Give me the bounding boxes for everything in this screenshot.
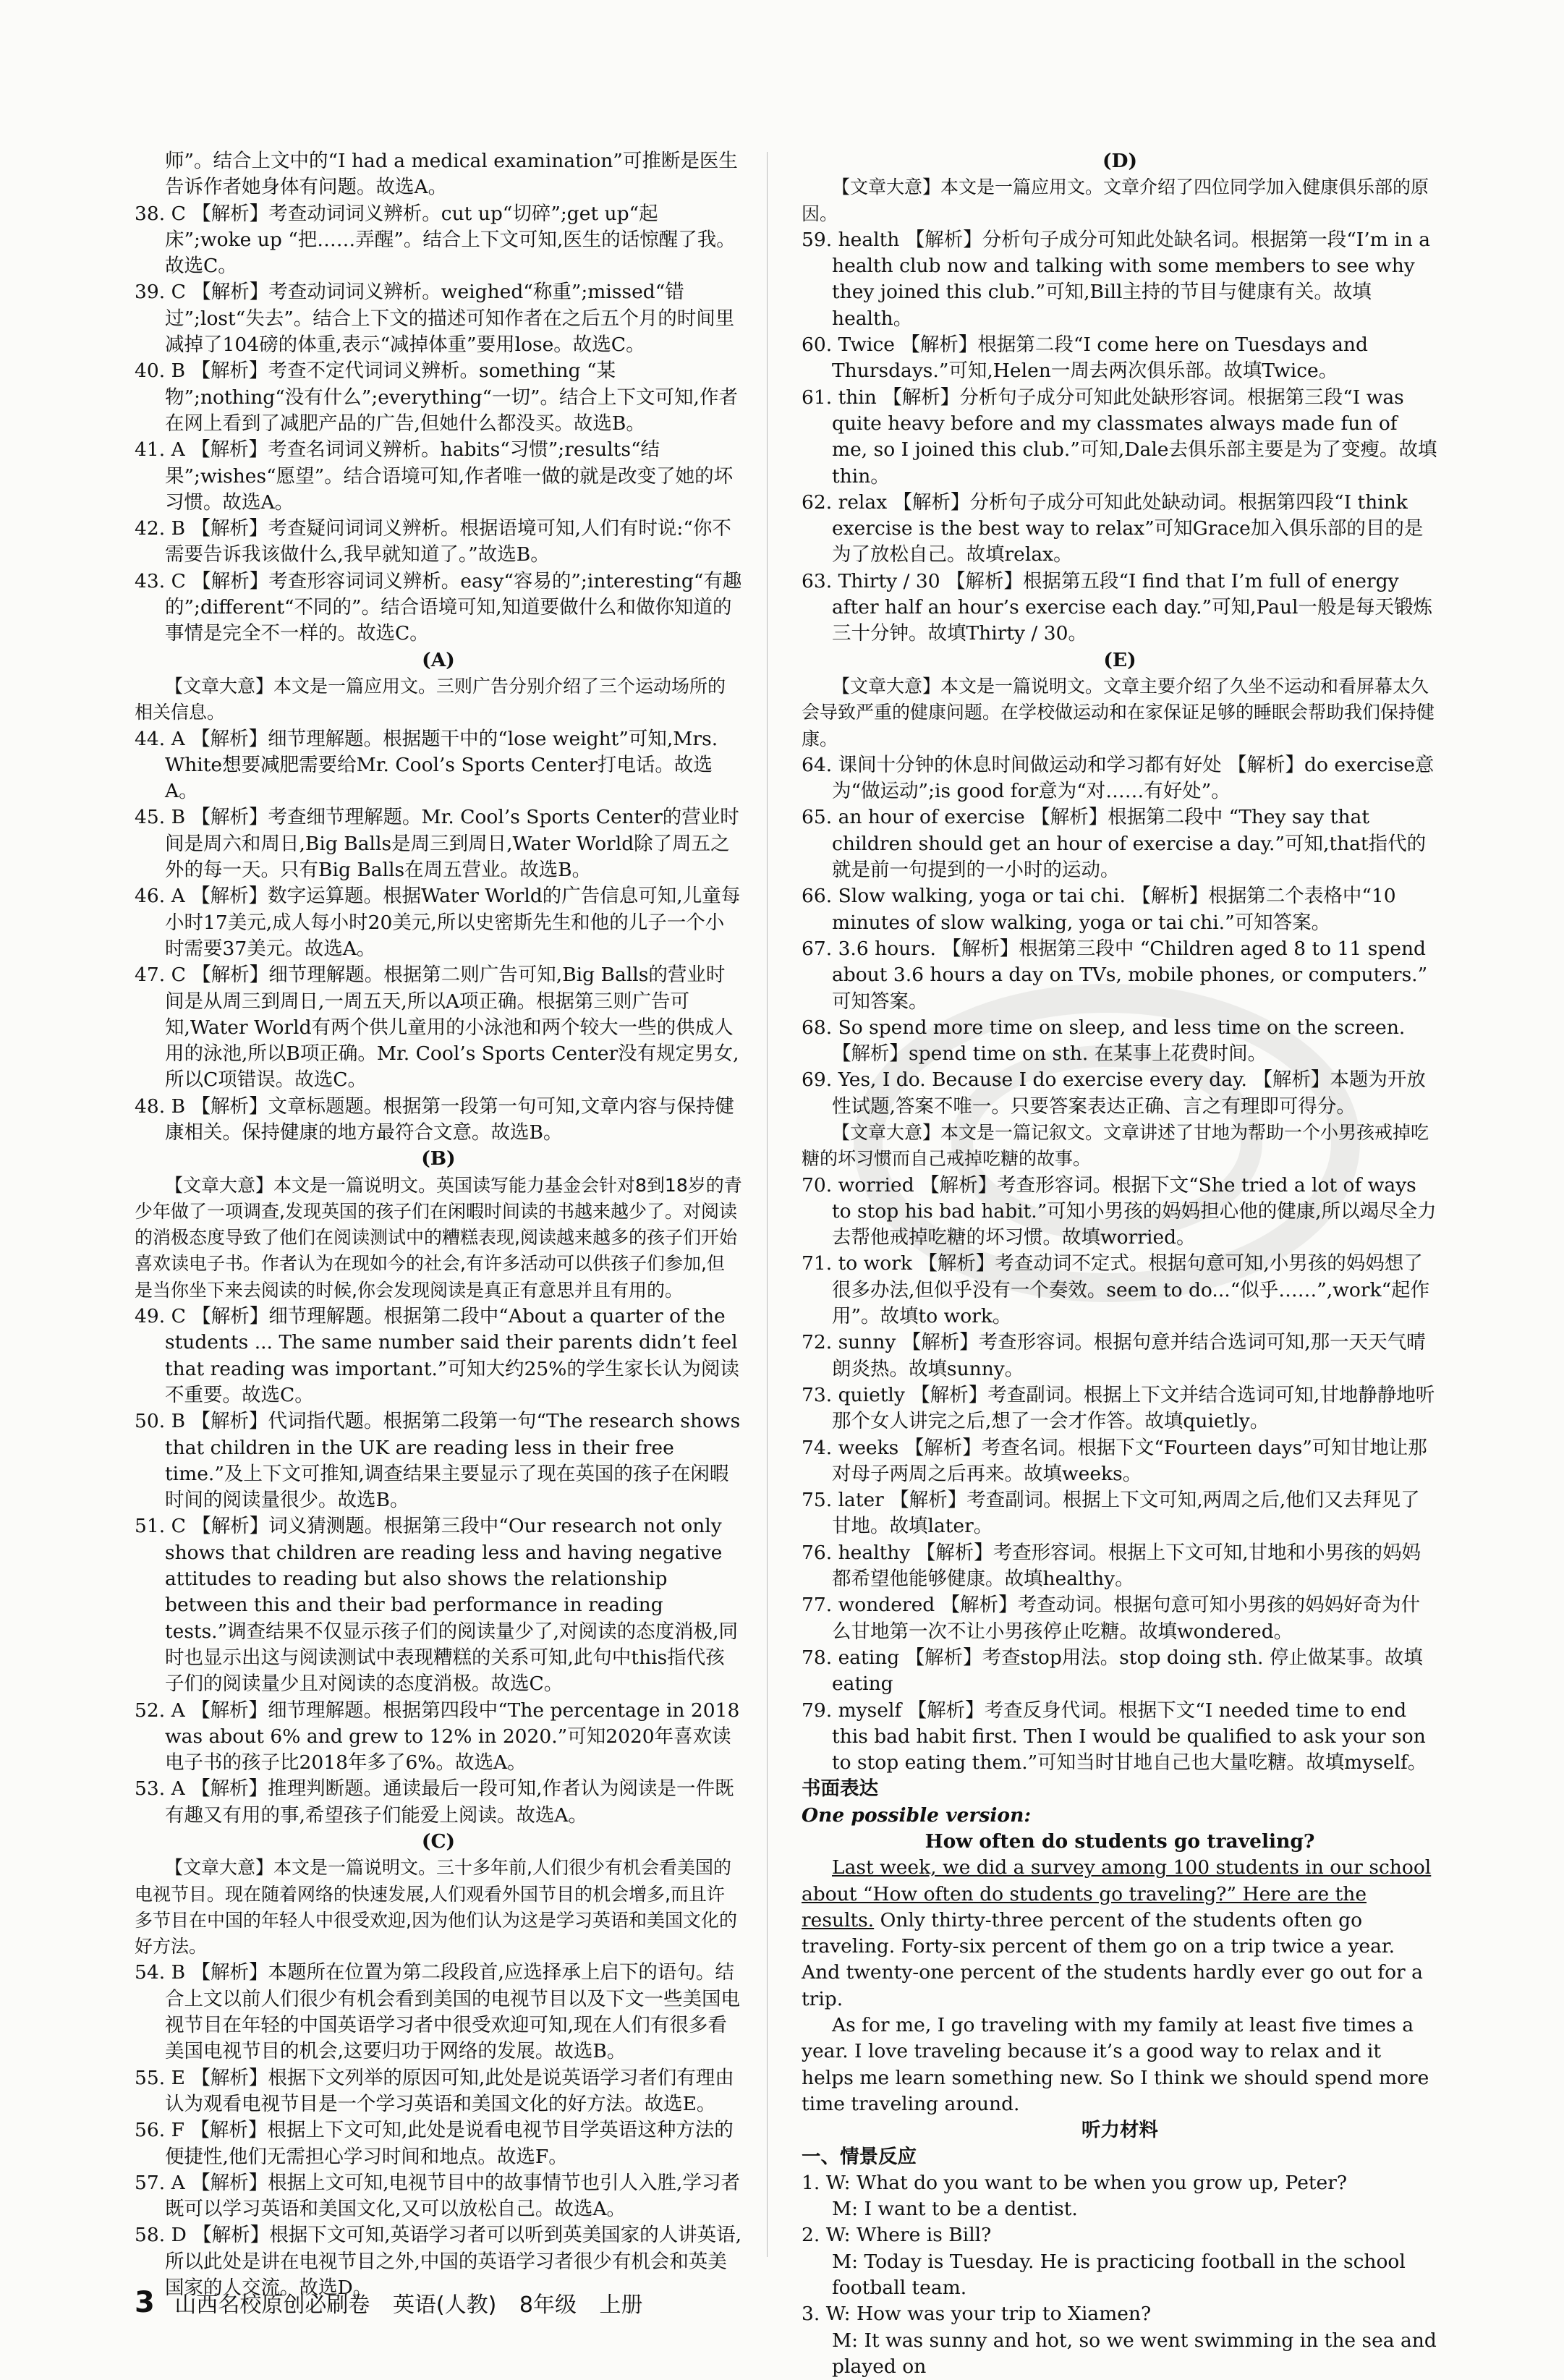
answer-item: 45. B 【解析】考查细节理解题。Mr. Cool’s Sports Center的营业时间是周六和周日,Big Balls是周三到周日,Water World除了周五之外的每一天。只有Big Balls在周五营业。故选B。 (135, 806, 739, 882)
book-title: 山西名校原创必刷卷 (174, 2292, 370, 2318)
text-line: 3. W: How was your trip to Xiamen? (802, 2303, 1152, 2326)
underlined-sentence: Last week, we did a survey among 100 students in our school about “How often do students go traveling?” Here are the results. (802, 1856, 1432, 1931)
answer-item: 38. C 【解析】考查动词词义辨析。cut up“切碎”;get up“起床”;woke up “把……弄醒”。结合上下文可知,医生的话惊醒了我。故选C。 (135, 202, 736, 278)
text-line: M: I want to be a dentist. (832, 2198, 1078, 2221)
answer-item: 56. F 【解析】根据上下文可知,此处是说看电视节目学英语这种方法的便捷性,他们无需担心学习时间和地点。故选F。 (135, 2119, 734, 2168)
article-summary: 【文章大意】本文是一篇说明文。三十多年前,人们很少有机会看美国的电视节目。现在随着网络的快速发展,人们观看外国节目的机会增多,而且许多节目在中国的年轻人中很受欢迎,因为他们认为这是学习英语和美国文化的好方法。 (135, 1857, 737, 1958)
answer-item: 65. an hour of exercise 【解析】根据第二段中 “They say that children should get an hour of exercise a day.”可知,that指代的就是前一句提到的一小时的运动。 (802, 806, 1427, 882)
answer-item: 61. thin 【解析】分析句子成分可知此处缺形容词。根据第三段“I was quite heavy before and my classmates always made fun of me, so I joined this club.”可知,Dale去俱乐部主要是为了变瘦。故填thin。 (802, 386, 1437, 488)
answer-item: 47. C 【解析】细节理解题。根据第二则广告可知,Big Balls的营业时间是从周三到周日,一周五天,所以A项正确。根据第三则广告可知,Water World有两个供儿童用的小泳池和两个较大一些的供成人用的泳池,所以B项正确。Mr. Cool’s Sports Center没有规定男女,所以C项错误。故选C。 (135, 964, 739, 1092)
section-heading: (B) (421, 1147, 456, 1170)
answer-item: 40. B 【解析】考查不定代词词义辨析。something “某物”;nothing“没有什么”;everything“一切”。结合上下文可知,作者在网上看到了减肥产品的广告,但她什么都没买。故选B。 (135, 360, 738, 435)
text-line: 2. W: Where is Bill? (802, 2224, 992, 2247)
answer-item: 73. quietly 【解析】考查副词。根据上下文并结合选词可知,甘地静静地听那个女人讲完之后,想了一会才作答。故填quietly。 (802, 1383, 1435, 1433)
article-summary: 【文章大意】本文是一篇说明文。英国读写能力基金会针对8到18岁的青少年做了一项调查,发现英国的孩子们在闲暇时间读的书越来越少了。对阅读的消极态度导致了他们在阅读测试中的糟糕表现,阅读越来越多的孩子们开始喜欢读电子书。作者认为在现如今的社会,有许多活动可以供孩子们参加,但是当你坐下来去阅读的时候,你会发现阅读是真正有意思并且有用的。 (135, 1174, 742, 1301)
answer-item: 64. 课间十分钟的休息时间做运动和学习都有好处 【解析】do exercise意为“做运动”;is good for意为“对……有好处”。 (802, 753, 1435, 803)
answer-item: 55. E 【解析】根据下文列举的原因可知,此处是说英语学习者们有理由认为观看电视节目是一个学习英语和美国文化的好方法。故选E。 (135, 2066, 734, 2115)
answer-item: 58. D 【解析】根据下文可知,英语学习者可以听到英美国家的人讲英语,所以此处是讲在电视节目之外,中国的英语学习者很少有机会和英美国家的人交流。故选D。 (135, 2224, 742, 2300)
answer-item: 62. relax 【解析】分析句子成分可知此处缺动词。根据第四段“I think exercise is the best way to relax”可知Grace加入俱乐部的目的是为了放松自己。故填relax。 (802, 490, 1424, 566)
part-heading: 书面表达 (802, 1777, 878, 1801)
section-heading: (A) (422, 648, 455, 671)
article-summary: 【文章大意】本文是一篇应用文。三则广告分别介绍了三个运动场所的相关信息。 (135, 675, 726, 723)
right-column (802, 148, 1438, 2380)
answer-item: 50. B 【解析】代词指代题。根据第二段第一句“The research shows that children in the UK are reading less in their free time.”及上下文可推知,调查结果主要显示了现在英国的孩子在闲暇时间的阅读量很少。故选B。 (135, 1410, 741, 1512)
answer-item: 67. 3.6 hours. 【解析】根据第三段中 “Children aged 8 to 11 spend about 3.6 hours a day on TVs, mobile phones, or computers.” 可知答案。 (802, 937, 1428, 1013)
essay-title: How often do students go traveling? (925, 1830, 1315, 1853)
version-label: One possible version: (802, 1803, 1032, 1827)
answer-item: 69. Yes, I do. Because I do exercise every day. 【解析】本题为开放性试题,答案不唯一。只要答案表达正确、言之有理即可得分。 (802, 1068, 1426, 1118)
text-line: 师”。结合上文中的“I had a medical examination”可推断是医生告诉作者她身体有问题。故选A。 (165, 150, 738, 199)
answer-item: 66. Slow walking, yoga or tai chi. 【解析】根据第二个表格中“10 minutes of slow walking, yoga or tai chi.”可知答案。 (802, 885, 1396, 934)
answer-item: 57. A 【解析】根据上文可知,电视节目中的故事情节也引人入胜,学习者既可以学习英语和美国文化,又可以放松自己。故选A。 (135, 2171, 740, 2221)
answer-item: 42. B 【解析】考查疑问词词义辨析。根据语境可知,人们有时说:“你不需要告诉我该做什么,我早就知道了。”故选B。 (135, 517, 731, 566)
answer-item: 54. B 【解析】本题所在位置为第二段段首,应选择承上启下的语句。结合上文以前人们很少有机会看到美国的电视节目以及下文一些美国电视节目在年轻的中国英语学习者中很受欢迎可知,现在人们有很多看美国电视节目的机会,这要归功于网络的发展。故选B。 (135, 1961, 740, 2063)
article-summary: 【文章大意】本文是一篇记叙文。文章讲述了甘地为帮助一个小男孩戒掉吃糖的坏习惯而自己戒掉吃糖的故事。 (802, 1121, 1429, 1170)
left-column (135, 148, 742, 2301)
answer-item: 79. myself 【解析】考查反身代词。根据下文“I needed time to end this bad habit first. Then I would be qualified to ask your son to stop eating them.”可知当时甘地自己也大量吃糖。故填myself。 (802, 1699, 1427, 1775)
answer-item: 75. later 【解析】考查副词。根据上下文可知,两周之后,他们又去拜见了甘地。故填later。 (802, 1489, 1420, 1538)
essay-paragraph: As for me, I go traveling with my family at least five times a year. I love traveling because it’s a good way to relax and it helps me learn something new. So I think we should spend more time traveling around. (802, 2014, 1429, 2115)
answer-item: 68. So spend more time on sleep, and less time on the screen. 【解析】spend time on sth. 在某事上花费时间。 (802, 1016, 1406, 1066)
answer-item: 70. worried 【解析】考查形容词。根据下文“She tried a lot of ways to stop his bad habit.”可知小男孩的妈妈担心他的健康,所以竭尽全力去帮他戒掉吃糖的坏习惯。故填worried。 (802, 1173, 1437, 1249)
answer-item: 74. weeks 【解析】考查名词。根据下文“Fourteen days”可知甘地让那对母子两周之后再来。故填weeks。 (802, 1436, 1427, 1485)
section-heading: (E) (1103, 648, 1136, 671)
column-divider (767, 152, 768, 2257)
section-heading: (C) (421, 1830, 456, 1853)
section-heading: 听力材料 (1081, 2119, 1158, 2142)
text-line: M: Today is Tuesday. He is practicing football in the school football team. (832, 2250, 1406, 2300)
answer-item: 49. C 【解析】细节理解题。根据第二段中“About a quarter of the students ... The same number said their parents didn’t feel that reading was important.”可知大约25%的学生家长认为阅读不重要。故选C。 (135, 1305, 739, 1406)
answer-item: 63. Thirty / 30 【解析】根据第五段“I find that I’m full of energy after half an hour’s exercise each day.”可知,Paul一般是每天锻炼三十分钟。故填Thirty / 30。 (802, 569, 1433, 645)
section-heading: (D) (1102, 150, 1138, 172)
answer-item: 39. C 【解析】考查动词词义辨析。weighed“称重”;missed“错过”;lost“失去”。结合上下文的描述可知作者在之后五个月的时间里减掉了104磅的体重,表示“减掉体重”要用lose。故选C。 (135, 281, 735, 357)
answer-item: 76. healthy 【解析】考查形容词。根据上下文可知,甘地和小男孩的妈妈都希望他能够健康。故填healthy。 (802, 1541, 1421, 1591)
subject-label: 英语(人教) (392, 2292, 497, 2318)
essay-paragraph (802, 1855, 1438, 2013)
part-heading: 一、情景反应 (802, 2145, 917, 2168)
answer-item: 43. C 【解析】考查形容词词义辨析。easy“容易的”;interesting“有趣的”;different“不同的”。结合语境可知,知道要做什么和做你知道的事情是完全不一样的。故选C。 (135, 569, 742, 645)
answer-item: 60. Twice 【解析】根据第二段“I come here on Tuesdays and Thursdays.”可知,Helen一周去两次俱乐部。故填Twice。 (802, 333, 1368, 383)
answer-item: 77. wondered 【解析】考查动词。根据句意可知小男孩的妈妈好奇为什么甘地第一次不让小男孩停止吃糖。故填wondered。 (802, 1594, 1421, 1643)
answer-item: 72. sunny 【解析】考查形容词。根据句意并结合选词可知,那一天天气晴朗炎热。故填sunny。 (802, 1331, 1426, 1380)
article-summary: 【文章大意】本文是一篇说明文。文章主要介绍了久坐不运动和看屏幕太久会导致严重的健康问题。在学校做运动和在家保证足够的睡眠会帮助我们保持健康。 (802, 675, 1435, 749)
answer-item: 53. A 【解析】推理判断题。通读最后一段可知,作者认为阅读是一件既有趣又有用的事,希望孩子们能爱上阅读。故选A。 (135, 1777, 734, 1827)
text-line: 1. W: What do you want to be when you grow up, Peter? (802, 2171, 1348, 2194)
text-line: M: It was sunny and hot, so we went swimming in the sea and played on (832, 2329, 1437, 2378)
volume-label: 上册 (599, 2292, 643, 2318)
page-footer (135, 2286, 659, 2319)
page-number: 3 (135, 2286, 155, 2319)
answer-item: 51. C 【解析】词义猜测题。根据第三段中“Our research not only shows that children are reading less and having negative attitudes to reading but also shows the relationship between this and their bad performance in reading tests.”调查结果不仅显示孩子们的阅读量少了,对阅读的态度消极,同时也显示出这与阅读测试中表现糟糕的关系可知,此句中this指代孩子们的阅读量少且对阅读的态度消极。故选C。 (135, 1515, 738, 1696)
article-summary: 【文章大意】本文是一篇应用文。文章介绍了四位同学加入健康俱乐部的原因。 (802, 177, 1429, 224)
grade-label: 8年级 (519, 2292, 577, 2318)
answer-item: 41. A 【解析】考查名词词义辨析。habits“习惯”;results“结果”;wishes“愿望”。结合语境可知,作者唯一做的就是改变了她的坏习惯。故选A。 (135, 438, 734, 514)
answer-item: 59. health 【解析】分析句子成分可知此处缺名词。根据第一段“I’m in a health club now and talking with some members to see why they joined this club.”可知,Bill主持的节目与健康有关。故填health。 (802, 228, 1430, 330)
answer-item: 52. A 【解析】细节理解题。根据第四段中“The percentage in 2018 was about 6% and grew to 12% in 2020.”可知2020年喜欢读电子书的孩子比2018年多了6%。故选A。 (135, 1699, 740, 1775)
answer-item: 44. A 【解析】细节理解题。根据题干中的“lose weight”可知,Mrs. White想要减肥需要给Mr. Cool’s Sports Center打电话。故选A。 (135, 727, 718, 803)
answer-item: 48. B 【解析】文章标题题。根据第一段第一句可知,文章内容与保持健康相关。保持健康的地方最符合文意。故选B。 (135, 1095, 734, 1144)
answer-item: 46. A 【解析】数字运算题。根据Water World的广告信息可知,儿童每小时17美元,成人每小时20美元,所以史密斯先生和他的儿子一个小时需要37美元。故选A。 (135, 885, 741, 960)
answer-item: 71. to work 【解析】考查动词不定式。根据句意可知,小男孩的妈妈想了很多办法,但似乎没有一个奏效。seem to do...“似乎……”,work“起作用”。故填to work。 (802, 1252, 1430, 1328)
essay-text: Only thirty-three percent of the students often go traveling. Forty-six percent of them go on a trip twice a year. And twenty-one percent of the students hardly ever go out for a trip. (802, 1908, 1423, 2010)
answer-item: 78. eating 【解析】考查stop用法。stop doing sth. 停止做某事。故填eating (802, 1646, 1423, 1696)
